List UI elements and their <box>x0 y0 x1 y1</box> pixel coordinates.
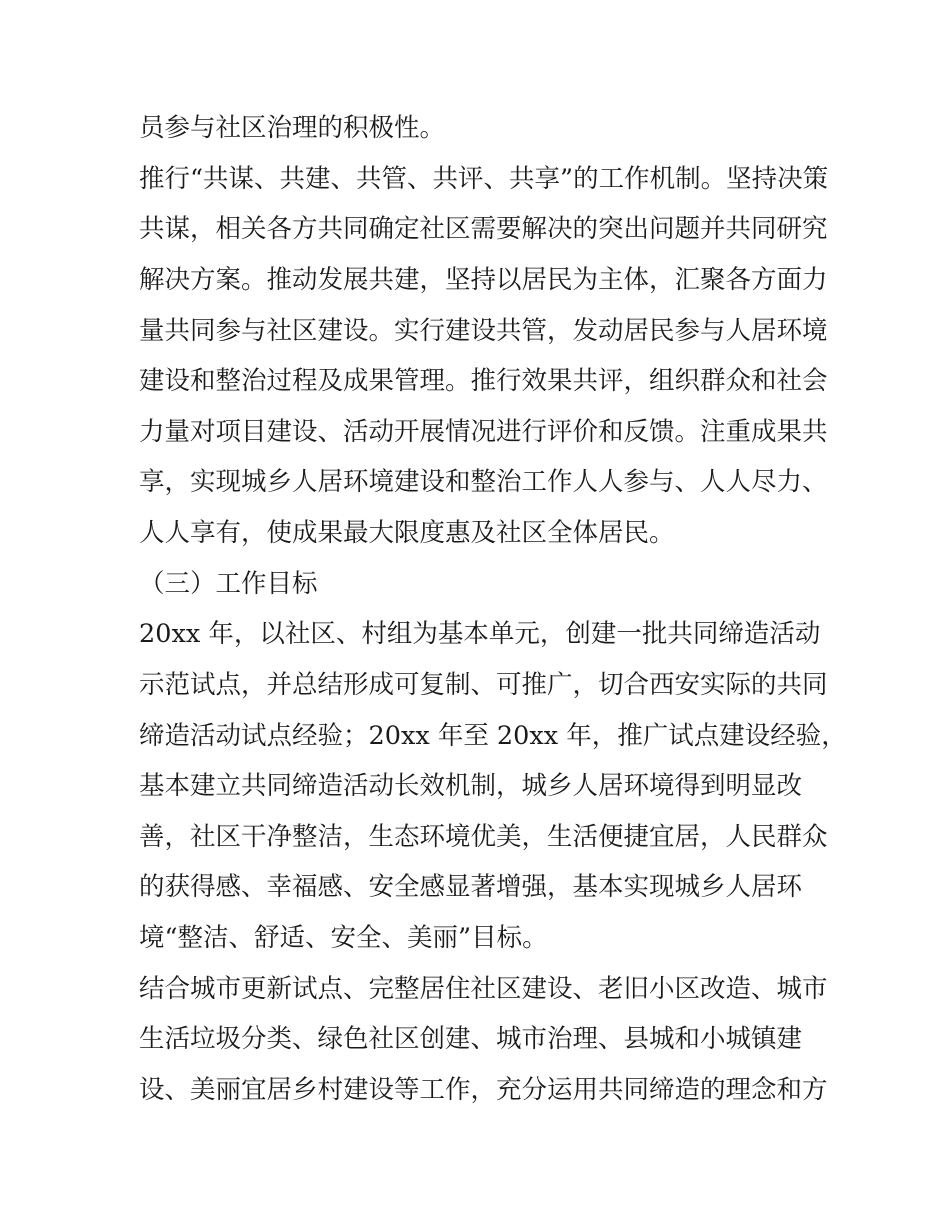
text-line: 生活垃圾分类、绿色社区创建、城市治理、县城和小城镇建 <box>139 1024 803 1054</box>
text-line: 享，实现城乡人居环境建设和整治工作人人参与、人人尽力、 <box>139 467 828 497</box>
text-line: 员参与社区治理的积极性。 <box>139 113 446 143</box>
text-line: 示范试点，并总结形成可复制、可推广，切合西安实际的共同 <box>139 670 828 700</box>
text-line: 基本建立共同缔造活动长效机制，城乡人居环境得到明显改 <box>139 771 803 801</box>
text-line: 的获得感、幸福感、安全感显著增强，基本实现城乡人居环 <box>139 872 803 902</box>
section-heading: （三）工作目标 <box>139 569 318 599</box>
text-line: 人人享有，使成果最大限度惠及社区全体居民。 <box>139 518 675 548</box>
text-line: 建设和整治过程及成果管理。推行效果共评，组织群众和社会 <box>139 366 828 396</box>
text-line: 缔造活动试点经验；20xx 年至 20xx 年，推广试点建设经验， <box>139 721 847 751</box>
text-line: 设、美丽宜居乡村建设等工作，充分运用共同缔造的理念和方 <box>139 1075 828 1105</box>
text-line: 推行“共谋、共建、共管、共评、共享”的工作机制。坚持决策 <box>139 164 829 194</box>
text-line: 力量对项目建设、活动开展情况进行评价和反馈。注重成果共 <box>139 417 828 447</box>
text-line: 境“整洁、舒适、安全、美丽”目标。 <box>139 923 548 953</box>
text-line: 20xx 年，以社区、村组为基本单元，创建一批共同缔造活动 <box>139 619 821 649</box>
text-line: 善，社区干净整洁，生态环境优美，生活便捷宜居，人民群众 <box>139 822 828 852</box>
text-line: 共谋，相关各方共同确定社区需要解决的突出问题并共同研究 <box>139 214 828 244</box>
text-line: 量共同参与社区建设。实行建设共管，发动居民参与人居环境 <box>139 316 828 346</box>
text-line: 结合城市更新试点、完整居住社区建设、老旧小区改造、城市 <box>139 974 828 1004</box>
text-line: 解决方案。推动发展共建，坚持以居民为主体，汇聚各方面力 <box>139 265 828 295</box>
